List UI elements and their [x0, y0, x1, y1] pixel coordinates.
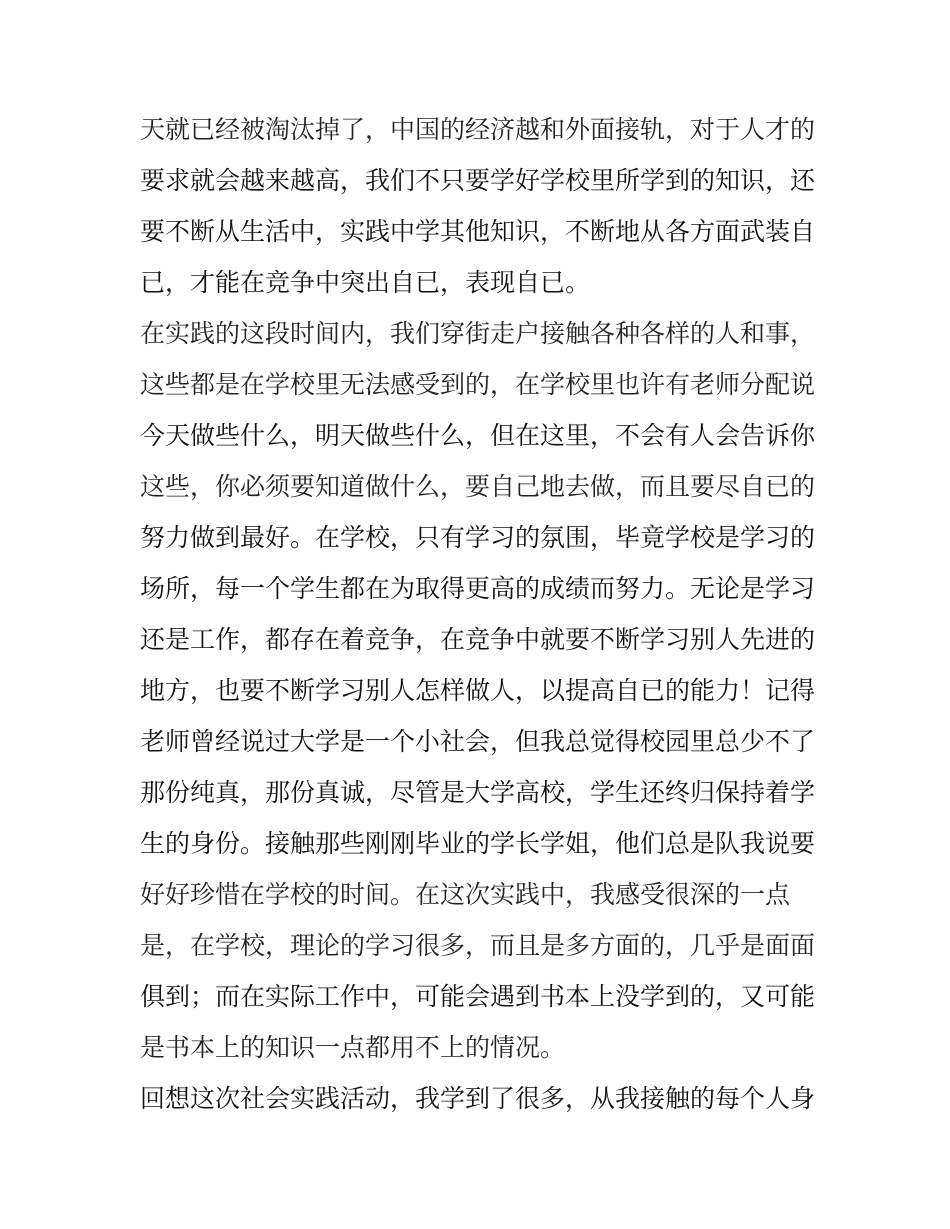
text-line-14: 那份纯真，那份真诚，尽管是大学高校，学生还终归保持着学 — [140, 778, 816, 807]
text-line-20: 回想这次社会实践活动，我学到了很多，从我接触的每个人身 — [140, 1084, 816, 1113]
text-line-9: 努力做到最好。在学校，只有学习的氛围，毕竟学校是学习的 — [140, 523, 816, 552]
body-text — [140, 104, 820, 1124]
text-line-6: 这些都是在学校里无法感受到的，在学校里也许有老师分配说 — [140, 370, 816, 399]
text-line-7: 今天做些什么，明天做些什么，但在这里，不会有人会告诉你 — [140, 421, 816, 450]
text-line-13: 老师曾经说过大学是一个小社会，但我总觉得校园里总少不了 — [140, 727, 816, 756]
text-line-16: 好好珍惜在学校的时间。在这次实践中，我感受很深的一点 — [140, 880, 791, 909]
text-line-15: 生的身份。接触那些刚刚毕业的学长学姐，他们总是队我说要 — [140, 829, 816, 858]
text-line-19: 是书本上的知识一点都用不上的情况。 — [140, 1033, 566, 1062]
text-line-11: 还是工作，都存在着竞争，在竞争中就要不断学习别人先进的 — [140, 625, 816, 654]
text-line-2: 要求就会越来越高，我们不只要学好学校里所学到的知识，还 — [140, 166, 816, 195]
text-line-3: 要不断从生活中，实践中学其他知识，不断地从各方面武装自 — [140, 217, 816, 246]
text-line-5: 在实践的这段时间内，我们穿街走户接触各种各样的人和事， — [140, 319, 816, 348]
text-line-4: 已，才能在竞争中突出自已，表现自已。 — [140, 268, 591, 297]
text-line-17: 是，在学校，理论的学习很多，而且是多方面的，几乎是面面 — [140, 931, 816, 960]
text-line-1: 天就已经被淘汰掉了，中国的经济越和外面接轨，对于人才的 — [140, 115, 816, 144]
text-line-10: 场所，每一个学生都在为取得更高的成绩而努力。无论是学习 — [140, 574, 816, 603]
text-line-18: 俱到；而在实际工作中，可能会遇到书本上没学到的，又可能 — [140, 982, 816, 1011]
text-line-12: 地方，也要不断学习别人怎样做人，以提高自已的能力！记得 — [140, 676, 816, 705]
text-line-8: 这些，你必须要知道做什么，要自己地去做，而且要尽自已的 — [140, 472, 816, 501]
